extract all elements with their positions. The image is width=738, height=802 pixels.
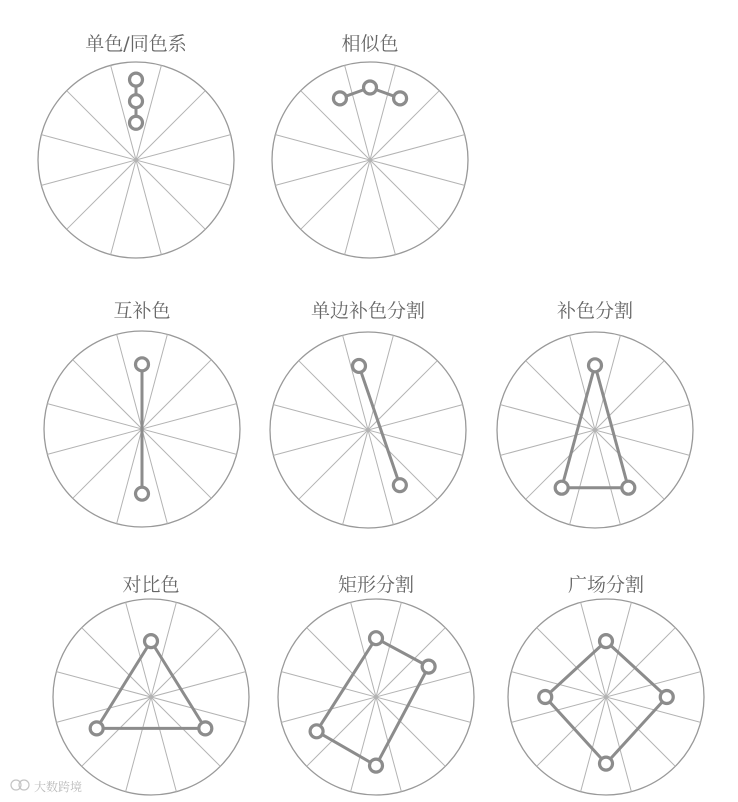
color-wheel [270, 332, 466, 528]
diagram-triadic [53, 574, 249, 795]
color-node [199, 722, 212, 735]
diagram-title: 单色/同色系 [85, 33, 187, 55]
color-node [90, 722, 103, 735]
harmony-shape [545, 641, 667, 764]
color-node [333, 92, 346, 105]
diagram-monochromatic [38, 33, 234, 258]
color-node [130, 116, 143, 129]
diagram-analogous [272, 33, 468, 258]
color-node [370, 759, 383, 772]
color-node [422, 660, 435, 673]
watermark-logo-icon [11, 780, 29, 790]
color-node [352, 359, 365, 372]
color-node [370, 632, 383, 645]
diagram-title: 相似色 [341, 33, 399, 55]
harmony-shape [97, 641, 206, 728]
watermark-text: 大数跨境 [34, 780, 83, 794]
color-node [539, 691, 552, 704]
diagram-title: 对比色 [122, 574, 180, 596]
diagram-title: 广场分割 [567, 574, 645, 596]
color-wheel [53, 599, 249, 795]
harmony-shape [562, 365, 629, 487]
color-node [394, 92, 407, 105]
color-node [145, 635, 158, 648]
color-node [600, 757, 613, 770]
diagram-square-split [508, 574, 704, 795]
diagram-split-complementary-one-side [270, 300, 466, 528]
diagram-rectangle-split [278, 574, 474, 795]
color-node [555, 481, 568, 494]
color-node [136, 358, 149, 371]
diagram-split-complementary [497, 300, 693, 528]
color-node [130, 95, 143, 108]
color-node [310, 725, 323, 738]
watermark [11, 779, 82, 794]
diagram-title: 互补色 [113, 300, 171, 322]
diagram-complementary [44, 300, 240, 527]
color-node [364, 81, 377, 94]
color-node [393, 479, 406, 492]
color-node [589, 359, 602, 372]
diagram-title: 补色分割 [556, 300, 634, 322]
color-node [660, 691, 673, 704]
harmony-shape [317, 638, 429, 765]
harmony-connector [359, 366, 400, 485]
color-node [600, 635, 613, 648]
diagram-title: 单边补色分割 [310, 300, 426, 322]
diagram-title: 矩形分割 [337, 574, 415, 596]
color-node [130, 73, 143, 86]
color-node [136, 487, 149, 500]
color-node [622, 481, 635, 494]
